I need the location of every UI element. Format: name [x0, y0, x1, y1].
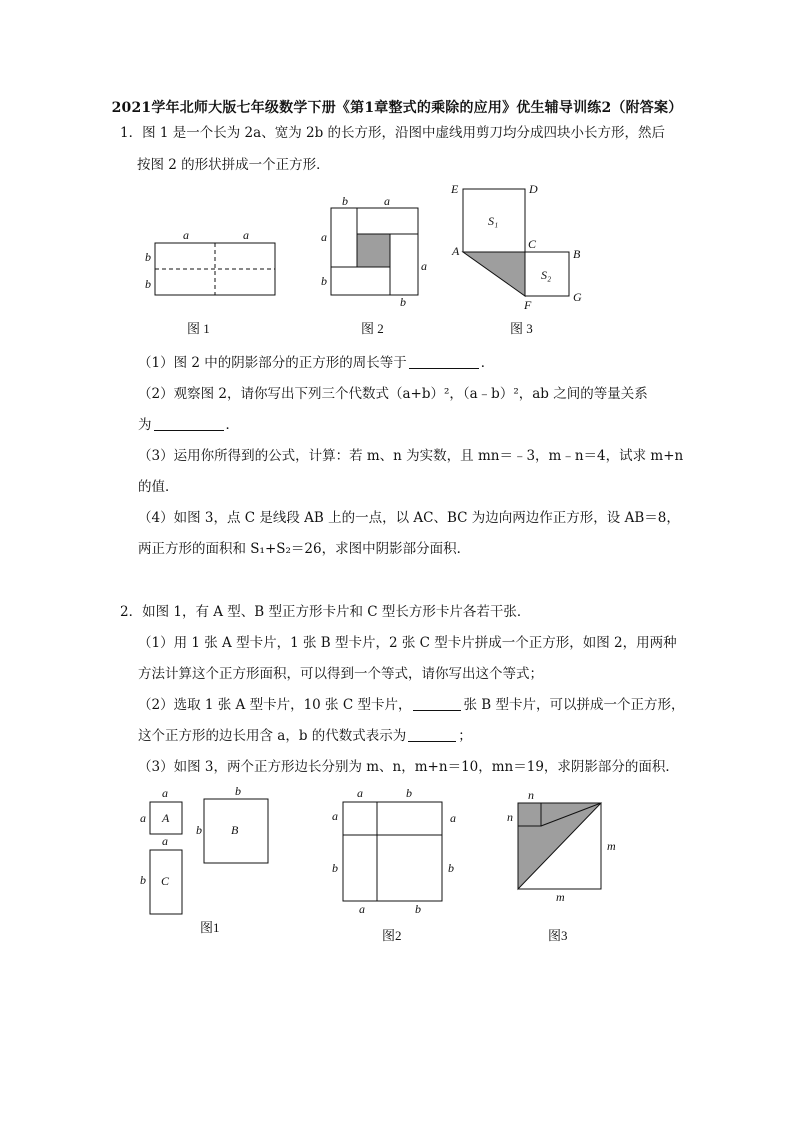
fig3-label-A: A: [452, 244, 460, 258]
q1-part4-line1: （4）如图 3，点 C 是线段 AB 上的一点，以 AC、BC 为边向两边作正方形，设 AB＝8，: [138, 510, 680, 526]
q1-intro-line2: 按图 2 的形状拼成一个正方形．: [137, 157, 330, 173]
fig3-label-G: G: [573, 290, 582, 304]
q2-part2-line2: 这个正方形的边长用含 a，b 的代数式表示为 ；: [138, 728, 472, 744]
fig3-label-E: E: [451, 182, 459, 196]
card-B-label-top: b: [235, 784, 241, 798]
card-B-name: B: [231, 823, 239, 837]
q2-fig3-label-m-bottom: m: [556, 890, 565, 904]
fig2-label-b-top: b: [342, 194, 348, 208]
fig3-label-D: D: [529, 182, 538, 196]
fig3-label-C: C: [528, 237, 537, 251]
q2-fig1-caption: 图1: [200, 920, 220, 935]
q2-fig2-label-a-top: a: [357, 786, 363, 800]
q2-fig2-label-b-bottom: b: [415, 902, 421, 916]
fig2-label-b-bottom: b: [400, 295, 406, 309]
q2-fig2-square: [343, 802, 442, 901]
q2-fig3-small-square: [518, 803, 541, 826]
q1-part2-line1: （2）观察图 2，请你写出下列三个代数式（a+b）²，（a﹣b）²，ab 之间的等量关系: [138, 386, 648, 402]
fig1-caption: 图 1: [187, 321, 210, 336]
q1-part4-line2: 两正方形的面积和 S₁+S₂＝26，求图中阴影部分面积．: [138, 541, 471, 557]
q1-part1: （1）图 2 中的阴影部分的正方形的周长等于 ．: [138, 355, 495, 371]
card-B-label-left: b: [196, 823, 202, 837]
fig3-label-F: F: [524, 298, 532, 312]
q2-part1-line2: 方法计算这个正方形面积，可以得到一个等式，请你写出这个等式；: [138, 666, 543, 682]
q2-part2-line1: （2）选取 1 张 A 型卡片，10 张 C 型卡片， 张 B 型卡片，可以拼成一个正方形，: [138, 697, 685, 713]
fig2-caption: 图 2: [361, 321, 384, 336]
q1-intro-line1: 1．图 1 是一个长为 2a、宽为 2b 的长方形，沿图中虚线用剪刀均分成四块小长方形，然后: [120, 125, 666, 141]
fig2-label-a-right: a: [421, 259, 427, 273]
q2-fig2-label-b-top: b: [406, 786, 412, 800]
fig3-label-B: B: [573, 247, 581, 261]
q2-fig2-label-b-left: b: [332, 861, 338, 875]
fig1-label-a1: a: [183, 228, 189, 242]
q1-part3-line2: 的值．: [138, 479, 179, 495]
q2-fig2-label-b-right: b: [448, 861, 454, 875]
card-A-label-left: a: [140, 811, 146, 825]
fig3-caption: 图 3: [510, 321, 533, 336]
q1-part2-line2: 为 ．: [138, 417, 239, 433]
card-C-name: C: [161, 874, 170, 888]
q2-fig2-caption: 图2: [382, 928, 402, 943]
fig1-label-a2: a: [243, 228, 249, 242]
q2-fig2-label-a-left: a: [332, 809, 338, 823]
q2-fig3-label-m-right: m: [607, 839, 616, 853]
q2-intro: 2．如图 1，有 A 型、B 型正方形卡片和 C 型长方形卡片各若干张．: [120, 604, 531, 620]
fig2-label-b-left: b: [321, 274, 327, 288]
card-C-label-top: a: [162, 834, 168, 848]
fig3-label-S1: S₁: [488, 214, 499, 228]
q2-fig3-label-n-top: n: [528, 788, 534, 802]
page-title: 2021学年北师大版七年级数学下册《第1章整式的乘除的应用》优生辅导训练2（附答案）: [111, 100, 683, 116]
q2-part3: （3）如图 3，两个正方形边长分别为 m、n，m+n＝10，mn＝19，求阴影部分的面积．: [138, 759, 679, 775]
fig2-label-a-top: a: [384, 194, 390, 208]
q2-fig2-label-a-bottom: a: [359, 902, 365, 916]
q2-fig2-label-a-right: a: [450, 811, 456, 825]
fig2-label-a-left: a: [321, 230, 327, 244]
fig3-label-S2: S₂: [541, 268, 552, 282]
card-A-name: A: [162, 811, 170, 825]
fig1-label-b2: b: [145, 277, 151, 291]
q1-part3-line1: （3）运用你所得到的公式，计算：若 m、n 为实数，且 mn＝﹣3，m﹣n＝4，试求 m+n: [138, 448, 684, 464]
q2-part1-line1: （1）用 1 张 A 型卡片，1 张 B 型卡片，2 张 C 型卡片拼成一个正方形，如图 2，用两种: [138, 635, 677, 651]
q2-fig3-caption: 图3: [548, 928, 568, 943]
q2-fig3-label-n-left: n: [507, 810, 513, 824]
fig1-label-b1: b: [145, 250, 151, 264]
card-A-label-top: a: [162, 786, 168, 800]
card-C-label-left: b: [140, 873, 146, 887]
